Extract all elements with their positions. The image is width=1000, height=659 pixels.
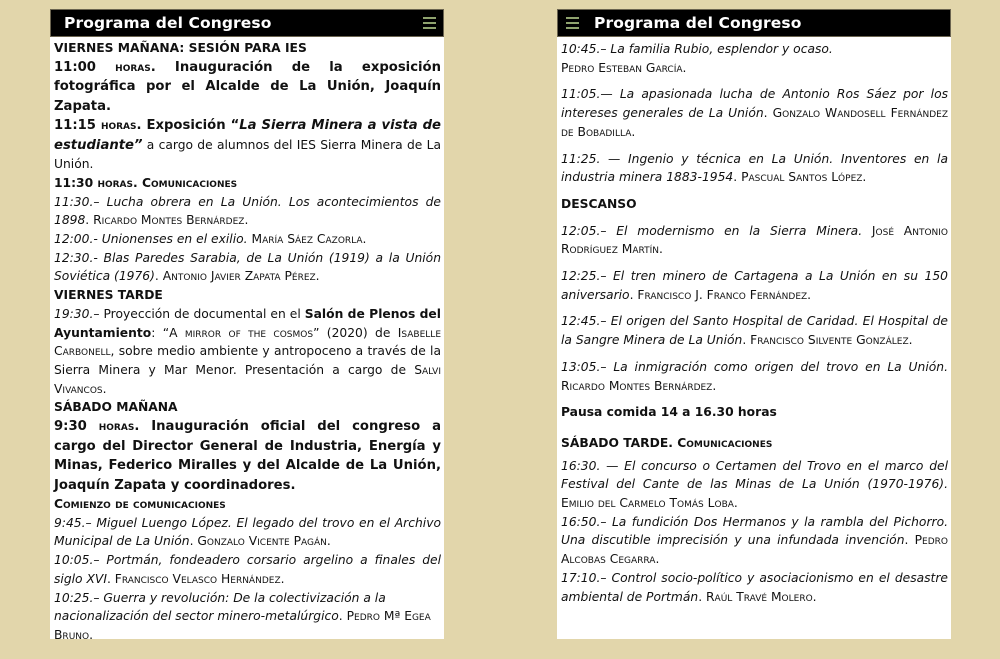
panel-header bbox=[50, 9, 444, 37]
talk-item: 12:25.– El tren minero de Cartagena a La Unión en su 150 aniversario. Francisco J. Franco Fernández. bbox=[561, 269, 948, 302]
talk-item: 11:05.— La apasionada lucha de Antonio Ros Sáez por los intereses generales de La Unión. Gonzalo Wandosell Fernández de Bobadilla. bbox=[561, 87, 948, 139]
program-panel-left bbox=[50, 9, 444, 642]
section-heading: Comienzo de comunicaciones bbox=[54, 497, 226, 512]
section-heading: SÁBADO MAÑANA bbox=[54, 400, 178, 415]
talk-item: 12:05.– El modernismo en la Sierra Minera. José Antonio Rodríguez Martín. bbox=[561, 223, 948, 257]
talk-item: 12:30.- Blas Paredes Sarabia, de La Unión (1919) a la Unión Soviética (1976). Antonio Javier Zapata Pérez. bbox=[54, 250, 441, 284]
section-heading: Pausa comida 14 a 16.30 horas bbox=[561, 405, 777, 420]
talk-item: 12:45.– El origen del Santo Hospital de Caridad. El Hospital de la Sangre Minera de La Unión. Francisco Silvente González. bbox=[561, 314, 948, 348]
program-content bbox=[557, 37, 951, 606]
talk-item: 16:30. — El concurso o Certamen del Trovo en el marco del Festival del Cante de las Minas de La Unión (1970-1976). Emilio del Carmelo Tomás Loba. bbox=[561, 458, 948, 511]
section-heading: SÁBADO TARDE. Comunicaciones bbox=[561, 435, 773, 450]
event-item: 11:00 horas. Inauguración de la exposición fotográfica por el Alcalde de La Unión, Joaquín Zapata. bbox=[54, 59, 441, 114]
talk-item: 10:05.– Portmán, fondeadero corsario argelino a finales del siglo XVI. Francisco Velasco Hernández. bbox=[54, 553, 441, 586]
section-heading: DESCANSO bbox=[561, 196, 637, 211]
program-content bbox=[50, 37, 444, 645]
section-heading: 11:30 horas. Comunicaciones bbox=[54, 175, 238, 190]
event-item: 9:30 horas. Inauguración oficial del congreso a cargo del Director General de Industria, Energía y Minas, Federico Miralles y del Alcalde de La Unión, Joaquín Zapata y coordinadores. bbox=[54, 419, 442, 493]
talk-item: 12:00.- Unionenses en el exilio. María Sáez Cazorla. bbox=[54, 232, 367, 247]
section-heading: VIERNES MAÑANA: SESIÓN PARA IES bbox=[54, 41, 307, 55]
talk-item: 9:45.– Miguel Luengo López. El legado del trovo en el Archivo Municipal de La Unión. Gonzalo Vicente Pagán. bbox=[54, 515, 441, 549]
event-item: 11:15 horas. Exposición “La Sierra Minera a vista de estudiante” a cargo de alumnos del IES Sierra Minera de La Unión. bbox=[54, 118, 441, 172]
panel-title: Programa del Congreso bbox=[64, 14, 272, 32]
talk-item: 10:25.– Guerra y revolución: De la colectivización a la nacionalización del sector minero-metalúrgico. Pedro Mª Egea Bruno. bbox=[54, 590, 431, 642]
section-heading: VIERNES TARDE bbox=[54, 288, 163, 303]
talk-item: 11:30.– Lucha obrera en La Unión. Los acontecimientos de 1898. Ricardo Montes Bernárdez. bbox=[54, 194, 441, 228]
hamburger-menu-icon[interactable] bbox=[566, 17, 579, 29]
talk-item: 17:10.– Control socio-político y asociacionismo en el desastre ambiental de Portmán. Raúl Travé Molero. bbox=[561, 570, 948, 604]
panel-header bbox=[557, 9, 951, 37]
talk-item: 13:05.– La inmigración como origen del trovo en La Unión. Ricardo Montes Bernárdez. bbox=[561, 359, 948, 393]
panel-title: Programa del Congreso bbox=[594, 14, 802, 32]
talk-item: 11:25. — Ingenio y técnica en La Unión. Inventores en la industria minera 1883-1954. Pascual Santos López. bbox=[561, 151, 948, 185]
talk-item: 16:50.– La fundición Dos Hermanos y la rambla del Pichorro. Una discutible imprecisión y una infundada invención. Pedro Alcobas Cegarra. bbox=[561, 514, 949, 567]
program-panel-right bbox=[557, 9, 951, 639]
hamburger-menu-icon[interactable] bbox=[423, 17, 436, 29]
event-item: 19:30.– Proyección de documental en el Salón de Plenos del Ayuntamiento: “A mirror of the cosmos” (2020) de Isabelle Carbonell, sobre medio ambiente y antropoceno a través de la Sierra Minera y Mar Menor. Presentación a cargo de Salvi Vivancos. bbox=[54, 306, 442, 396]
talk-item: 10:45.– La familia Rubio, esplendor y ocaso. Pedro Esteban García. bbox=[561, 42, 833, 75]
